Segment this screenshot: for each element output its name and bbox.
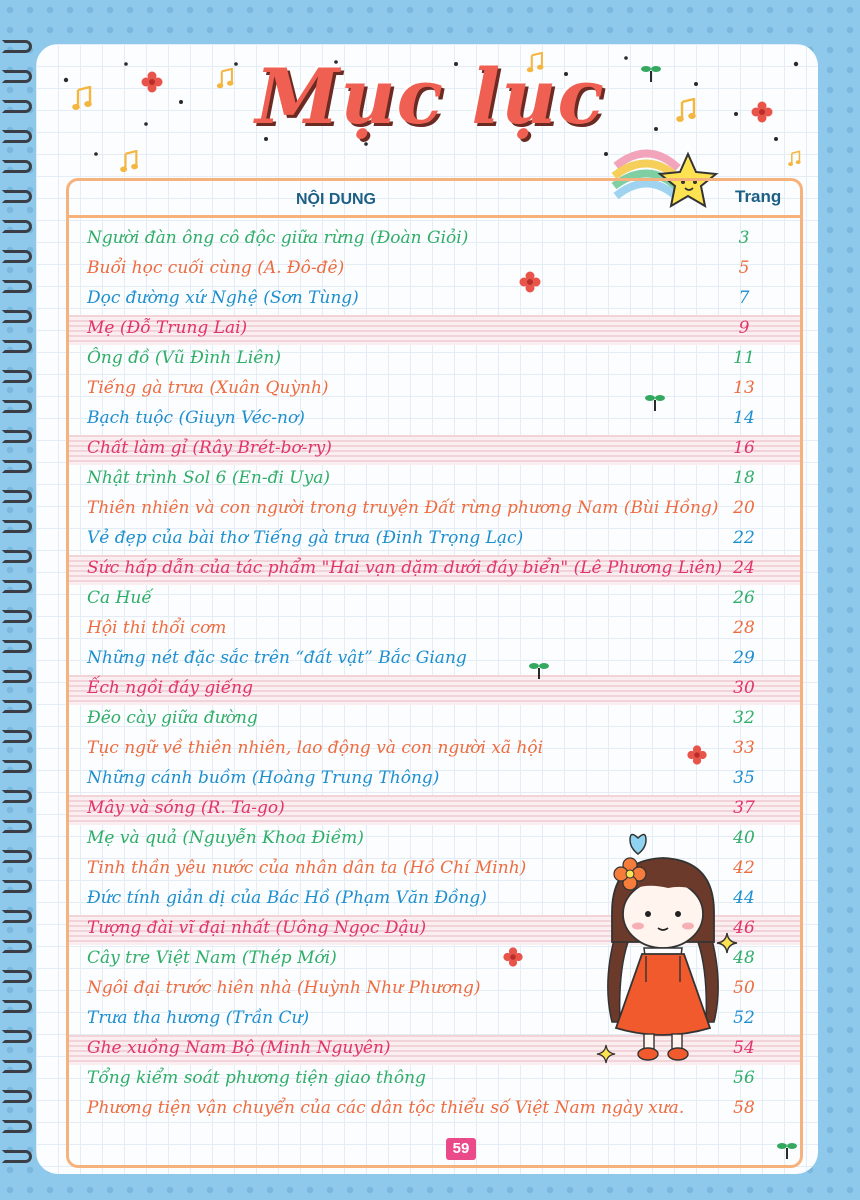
- entry-page: 26: [733, 588, 755, 608]
- spiral-ring: [2, 640, 32, 653]
- entry-title: Dọc đường xứ Nghệ (Sơn Tùng): [87, 288, 359, 308]
- flower-icon: [502, 946, 524, 968]
- entry-title: Tổng kiểm soát phương tiện giao thông: [87, 1068, 426, 1088]
- toc-entry[interactable]: [69, 225, 800, 255]
- toc-entry[interactable]: [69, 675, 800, 705]
- entry-page: 40: [733, 828, 755, 848]
- entry-title: Hội thi thổi cơm: [87, 618, 227, 638]
- page-column-header: Trang: [735, 187, 782, 206]
- entry-page: 14: [733, 408, 755, 428]
- flower-icon: [686, 744, 708, 766]
- content-column-header: NỘI DUNG: [296, 191, 376, 208]
- spiral-ring: [2, 550, 32, 563]
- toc-entry[interactable]: [69, 795, 800, 825]
- entry-page: 16: [733, 438, 755, 458]
- entry-page: 11: [733, 348, 755, 368]
- toc-entry[interactable]: [69, 765, 800, 795]
- spiral-ring: [2, 430, 32, 443]
- entry-title: Phương tiện vận chuyển của các dân tộc thiểu số Việt Nam ngày xưa.: [87, 1098, 685, 1118]
- entry-page: 58: [733, 1098, 755, 1118]
- entry-title: Tượng đài vĩ đại nhất (Uông Ngọc Dậu): [87, 918, 427, 938]
- spiral-ring: [2, 970, 32, 983]
- entry-page: 13: [733, 378, 755, 398]
- spiral-ring: [2, 1060, 32, 1073]
- entry-page: 46: [733, 918, 755, 938]
- entry-title: Ghe xuồng Nam Bộ (Minh Nguyên): [87, 1038, 391, 1058]
- spiral-ring: [2, 1000, 32, 1013]
- sprout-icon: [776, 1138, 798, 1162]
- spiral-ring: [2, 310, 32, 323]
- entry-title: Sức hấp dẫn của tác phẩm "Hai vạn dặm dưới đáy biển" (Lê Phương Liên): [87, 558, 723, 578]
- entry-title: Cây tre Việt Nam (Thép Mới): [87, 948, 337, 968]
- entry-page: 28: [733, 618, 755, 638]
- entry-title: Nhật trình Sol 6 (En-đi Uya): [87, 468, 330, 488]
- entry-page: 54: [733, 1038, 755, 1058]
- entry-title: Ông đồ (Vũ Đình Liên): [87, 348, 281, 368]
- toc-entry[interactable]: [69, 435, 800, 465]
- girl-illustration: [598, 832, 728, 1062]
- toc-entry[interactable]: [69, 555, 800, 585]
- spiral-ring: [2, 1090, 32, 1103]
- spiral-ring: [2, 1150, 32, 1163]
- entry-title: Vẻ đẹp của bài thơ Tiếng gà trưa (Đinh Trọng Lạc): [87, 528, 524, 548]
- spiral-ring: [2, 580, 32, 593]
- entry-page: 9: [738, 318, 750, 338]
- toc-entry[interactable]: [69, 405, 800, 435]
- entry-page: 20: [733, 498, 755, 518]
- spiral-ring: [2, 190, 32, 203]
- spiral-binding: [0, 40, 34, 1190]
- entry-title: Người đàn ông cô độc giữa rừng (Đoàn Giỏi): [87, 228, 469, 248]
- spiral-ring: [2, 880, 32, 893]
- header-divider: [69, 215, 800, 218]
- spiral-ring: [2, 340, 32, 353]
- entry-page: 50: [733, 978, 755, 998]
- toc-entry[interactable]: [69, 285, 800, 315]
- entry-title: Buổi học cuối cùng (A. Đô-đê): [87, 258, 345, 278]
- spiral-ring: [2, 820, 32, 833]
- entry-title: Mẹ (Đỗ Trung Lai): [87, 318, 248, 338]
- entry-title: Mẹ và quả (Nguyễn Khoa Điềm): [87, 828, 364, 848]
- entry-title: Những nét đặc sắc trên “đất vật” Bắc Giang: [87, 648, 467, 668]
- entry-page: 18: [733, 468, 755, 488]
- entry-title: Chất làm gỉ (Rây Brét-bơ-ry): [87, 438, 332, 458]
- toc-entry[interactable]: [69, 345, 800, 375]
- spiral-ring: [2, 700, 32, 713]
- toc-entry[interactable]: [69, 525, 800, 555]
- spiral-ring: [2, 370, 32, 383]
- spiral-ring: [2, 610, 32, 623]
- entry-page: 29: [733, 648, 755, 668]
- toc-entry[interactable]: [69, 465, 800, 495]
- toc-entry[interactable]: [69, 1065, 800, 1095]
- entry-title: Đẽo cày giữa đường: [87, 708, 258, 728]
- entry-title: Tinh thần yêu nước của nhân dân ta (Hồ Chí Minh): [87, 858, 527, 878]
- entry-title: Mây và sóng (R. Ta-go): [87, 798, 285, 818]
- spiral-ring: [2, 1030, 32, 1043]
- entry-page: 24: [733, 558, 755, 578]
- sprout-icon: [528, 658, 550, 682]
- entry-page: 3: [738, 228, 750, 248]
- page-number: 59: [446, 1138, 476, 1160]
- entry-page: 35: [733, 768, 755, 788]
- entry-page: 44: [733, 888, 755, 908]
- music-note-icon: [120, 150, 140, 174]
- flower-icon: [518, 270, 542, 294]
- sprout-icon: [644, 390, 666, 414]
- toc-entry[interactable]: [69, 645, 800, 675]
- spiral-ring: [2, 160, 32, 173]
- entry-page: 37: [733, 798, 755, 818]
- entry-page: 22: [733, 528, 755, 548]
- entry-page: 30: [733, 678, 755, 698]
- entry-page: 32: [733, 708, 755, 728]
- spiral-ring: [2, 280, 32, 293]
- spiral-ring: [2, 850, 32, 863]
- toc-entry[interactable]: [69, 705, 800, 735]
- toc-entry[interactable]: [69, 375, 800, 405]
- spiral-ring: [2, 730, 32, 743]
- entry-title: Những cánh buồm (Hoàng Trung Thông): [87, 768, 440, 788]
- entry-title: Đức tính giản dị của Bác Hồ (Phạm Văn Đồng): [87, 888, 487, 908]
- entry-title: Ca Huế: [87, 588, 152, 608]
- toc-entry[interactable]: [69, 585, 800, 615]
- toc-entry[interactable]: [69, 315, 800, 345]
- spiral-ring: [2, 250, 32, 263]
- entry-page: 56: [733, 1068, 755, 1088]
- spiral-ring: [2, 460, 32, 473]
- entry-page: 42: [733, 858, 755, 878]
- toc-entry[interactable]: [69, 615, 800, 645]
- entry-title: Trưa tha hương (Trần Cư): [87, 1008, 310, 1028]
- entry-page: 33: [733, 738, 755, 758]
- entry-title: Tục ngữ về thiên nhiên, lao động và con người xã hội: [87, 738, 544, 758]
- spiral-ring: [2, 1120, 32, 1133]
- toc-entry[interactable]: [69, 495, 800, 525]
- spiral-ring: [2, 520, 32, 533]
- toc-entry[interactable]: [69, 255, 800, 285]
- page-title: Mục lục: [255, 52, 605, 141]
- toc-entry[interactable]: [69, 1095, 800, 1125]
- entry-title: Thiên nhiên và con người trong truyện Đất rừng phương Nam (Bùi Hồng): [87, 498, 719, 518]
- spiral-ring: [2, 910, 32, 923]
- music-note-icon: [788, 150, 802, 168]
- spiral-ring: [2, 790, 32, 803]
- entry-title: Bạch tuộc (Giuyn Véc-nơ): [87, 408, 305, 428]
- entry-title: Tiếng gà trưa (Xuân Quỳnh): [87, 378, 329, 398]
- spiral-ring: [2, 220, 32, 233]
- entry-title: Ngôi đại trước hiên nhà (Huỳnh Như Phương): [87, 978, 481, 998]
- spiral-ring: [2, 670, 32, 683]
- toc-header: [69, 181, 800, 217]
- entry-page: 7: [738, 288, 750, 308]
- entry-page: 48: [733, 948, 755, 968]
- spiral-ring: [2, 400, 32, 413]
- entry-title: Ếch ngồi đáy giếng: [87, 678, 253, 698]
- spiral-ring: [2, 940, 32, 953]
- spiral-ring: [2, 760, 32, 773]
- entry-page: 5: [738, 258, 750, 278]
- entry-page: 52: [733, 1008, 755, 1028]
- spiral-ring: [2, 490, 32, 503]
